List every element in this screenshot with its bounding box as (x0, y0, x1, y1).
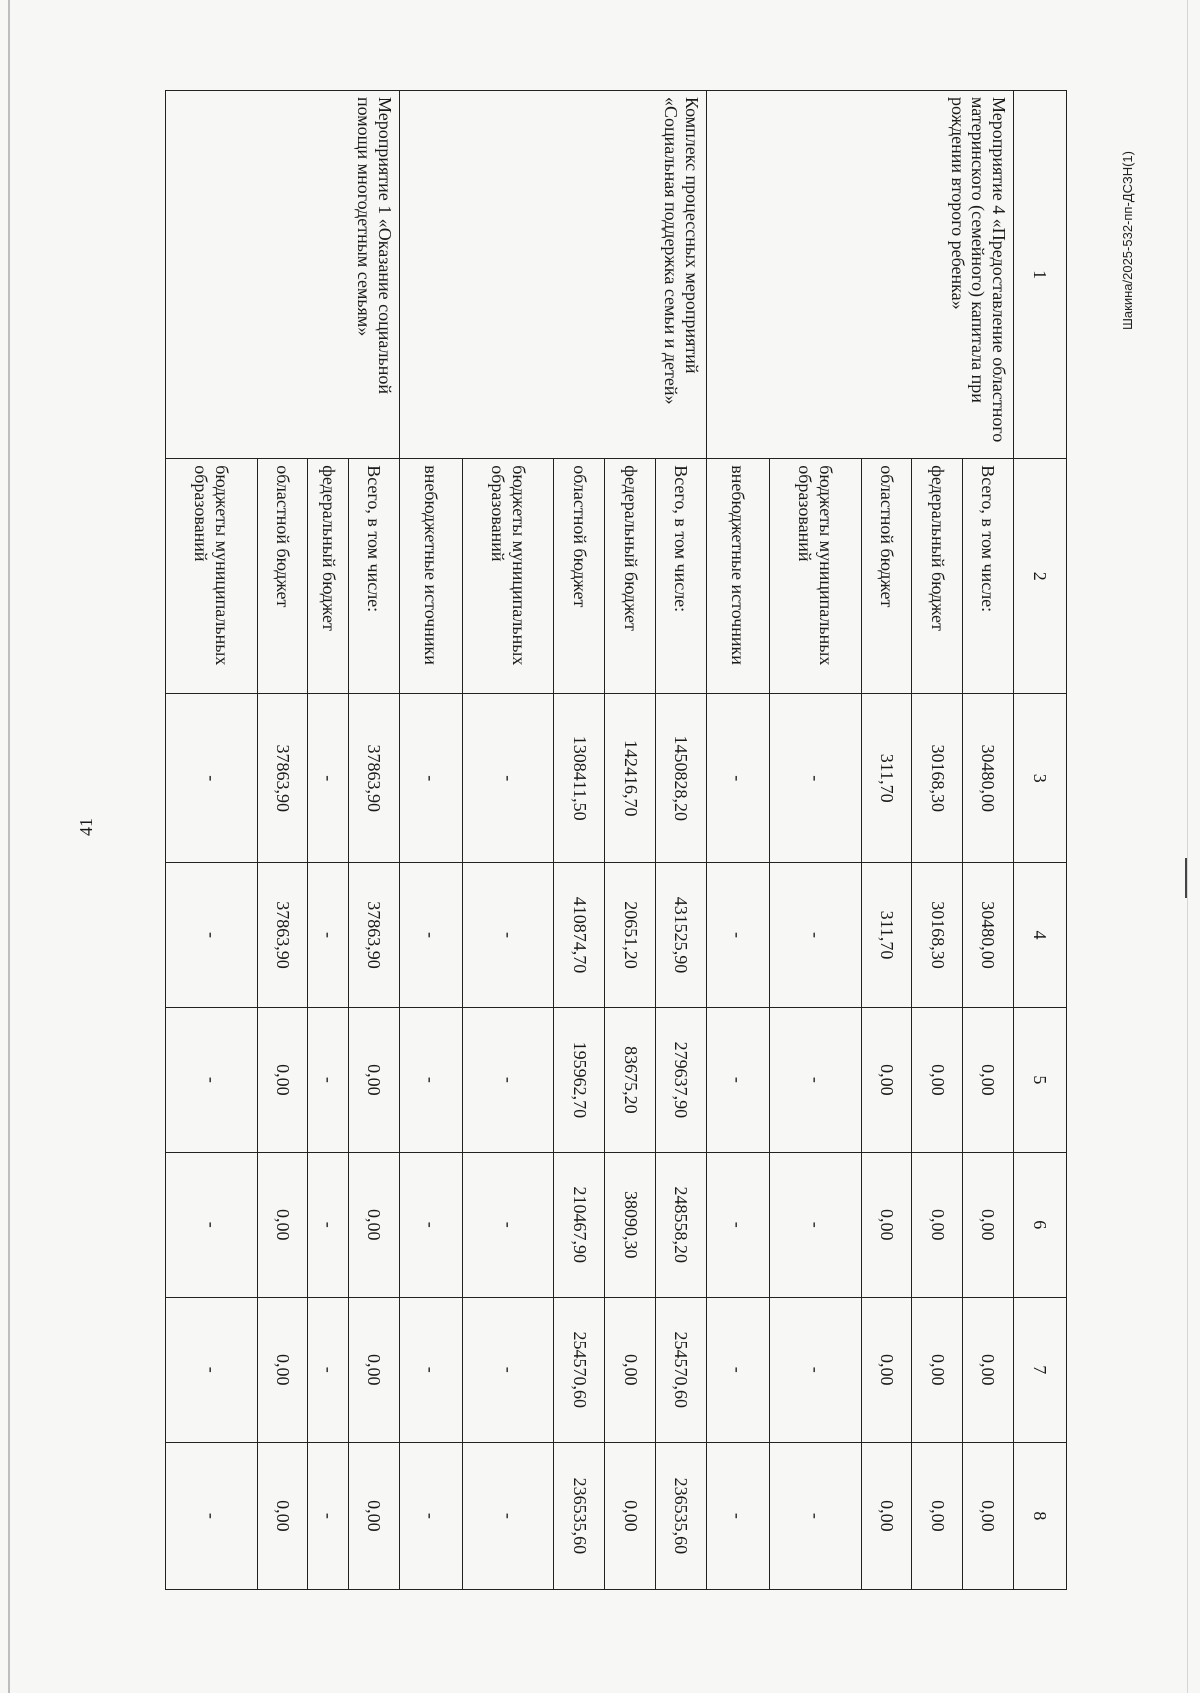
column-header-7: 7 (1014, 1297, 1067, 1442)
value-cell: 0,00 (349, 1007, 400, 1152)
scan-edge-left (8, 0, 10, 1693)
value-cell: - (706, 1297, 769, 1442)
value-cell: - (166, 1007, 258, 1152)
measure-title: Комплекс процессных мероприятий «Социальная поддержка семьи и детей» (399, 91, 706, 459)
column-header-4: 4 (1014, 863, 1067, 1008)
value-cell: - (308, 694, 349, 863)
value-cell: 431525,90 (656, 863, 707, 1008)
value-cell: - (399, 1007, 462, 1152)
column-header-6: 6 (1014, 1152, 1067, 1297)
funding-source-label: бюджеты муниципальных образований (463, 459, 555, 694)
value-cell: - (308, 1442, 349, 1589)
value-cell: 0,00 (349, 1442, 400, 1589)
value-cell: 0,00 (605, 1442, 656, 1589)
value-cell: 1308411,50 (554, 694, 605, 863)
value-cell: - (463, 694, 555, 863)
value-cell: - (463, 1297, 555, 1442)
value-cell: - (399, 1297, 462, 1442)
column-header-1: 1 (1014, 91, 1067, 459)
value-cell: 37863,90 (349, 863, 400, 1008)
column-header-3: 3 (1014, 694, 1067, 863)
measure-title: Мероприятие 1 «Оказание социальной помощи многодетным семьям» (166, 91, 400, 459)
value-cell: 279637,90 (656, 1007, 707, 1152)
scan-edge-right (1187, 0, 1188, 1693)
value-cell: 311,70 (861, 694, 912, 863)
funding-source-label: областной бюджет (554, 459, 605, 694)
value-cell: 0,00 (912, 1297, 963, 1442)
value-cell: 311,70 (861, 863, 912, 1008)
value-cell: 0,00 (912, 1007, 963, 1152)
value-cell: 0,00 (963, 1152, 1014, 1297)
funding-source-label: областной бюджет (861, 459, 912, 694)
value-cell: 30480,00 (963, 694, 1014, 863)
value-cell: 30168,30 (912, 694, 963, 863)
funding-source-label: бюджеты муниципальных образований (166, 459, 258, 694)
value-cell: 0,00 (257, 1152, 308, 1297)
funding-source-label: Всего, в том числе: (656, 459, 707, 694)
document-code: Шакина/2025-532-пп-ДСЗН(1) (1120, 151, 1135, 330)
value-cell: - (706, 1442, 769, 1589)
value-cell: - (399, 694, 462, 863)
funding-source-label: бюджеты муниципальных образований (770, 459, 862, 694)
value-cell: - (463, 1152, 555, 1297)
funding-source-label: Всего, в том числе: (963, 459, 1014, 694)
funding-source-label: федеральный бюджет (308, 459, 349, 694)
value-cell: 248558,20 (656, 1152, 707, 1297)
value-cell: 0,00 (963, 1297, 1014, 1442)
budget-table (165, 90, 1067, 1590)
value-cell: 0,00 (861, 1007, 912, 1152)
value-cell: 37863,90 (257, 694, 308, 863)
value-cell: - (166, 1442, 258, 1589)
value-cell: - (308, 863, 349, 1008)
value-cell: - (706, 694, 769, 863)
value-cell: - (463, 863, 555, 1008)
value-cell: - (308, 1007, 349, 1152)
value-cell: 236535,60 (656, 1442, 707, 1589)
value-cell: - (706, 1152, 769, 1297)
value-cell: 0,00 (257, 1442, 308, 1589)
column-header-2: 2 (1014, 459, 1067, 694)
value-cell: 0,00 (963, 1007, 1014, 1152)
value-cell: - (399, 1152, 462, 1297)
value-cell: - (706, 1007, 769, 1152)
funding-source-label: внебюджетные источники (706, 459, 769, 694)
funding-source-label: областной бюджет (257, 459, 308, 694)
value-cell: 0,00 (605, 1297, 656, 1442)
value-cell: - (770, 1152, 862, 1297)
value-cell: 210467,90 (554, 1152, 605, 1297)
page-number: 41 (76, 818, 96, 836)
value-cell: - (166, 1152, 258, 1297)
value-cell: 0,00 (912, 1442, 963, 1589)
value-cell: - (166, 1297, 258, 1442)
value-cell: 0,00 (349, 1297, 400, 1442)
value-cell: 37863,90 (349, 694, 400, 863)
value-cell: - (308, 1152, 349, 1297)
value-cell: - (463, 1442, 555, 1589)
value-cell: - (770, 694, 862, 863)
value-cell: 0,00 (257, 1007, 308, 1152)
funding-source-label: федеральный бюджет (605, 459, 656, 694)
value-cell: 0,00 (861, 1442, 912, 1589)
value-cell: 38090,30 (605, 1152, 656, 1297)
budget-table-container (165, 90, 1067, 1590)
value-cell: 0,00 (257, 1297, 308, 1442)
value-cell: 0,00 (349, 1152, 400, 1297)
value-cell: 0,00 (861, 1297, 912, 1442)
header-row (1014, 91, 1067, 1590)
value-cell: 142416,70 (605, 694, 656, 863)
value-cell: 254570,60 (554, 1297, 605, 1442)
value-cell: - (770, 1442, 862, 1589)
value-cell: 195962,70 (554, 1007, 605, 1152)
value-cell: - (166, 694, 258, 863)
table-row (963, 91, 1014, 1590)
value-cell: 0,00 (861, 1152, 912, 1297)
value-cell: 30168,30 (912, 863, 963, 1008)
value-cell: - (399, 1442, 462, 1589)
table-row (656, 91, 707, 1590)
scan-edge-mark (1185, 858, 1187, 898)
value-cell: - (770, 1297, 862, 1442)
value-cell: 236535,60 (554, 1442, 605, 1589)
value-cell: 1450828,20 (656, 694, 707, 863)
value-cell: - (770, 863, 862, 1008)
value-cell: 20651,20 (605, 863, 656, 1008)
value-cell: - (166, 863, 258, 1008)
column-header-8: 8 (1014, 1442, 1067, 1589)
value-cell: 254570,60 (656, 1297, 707, 1442)
value-cell: - (770, 1007, 862, 1152)
value-cell: - (399, 863, 462, 1008)
value-cell: - (308, 1297, 349, 1442)
value-cell: 410874,70 (554, 863, 605, 1008)
value-cell: 0,00 (912, 1152, 963, 1297)
column-header-5: 5 (1014, 1007, 1067, 1152)
value-cell: - (463, 1007, 555, 1152)
measure-title: Мероприятие 4 «Предоставление областного материнского (семейного) капитала при рождении второго ребенка» (706, 91, 1013, 459)
funding-source-label: федеральный бюджет (912, 459, 963, 694)
funding-source-label: Всего, в том числе: (349, 459, 400, 694)
value-cell: - (706, 863, 769, 1008)
value-cell: 83675,20 (605, 1007, 656, 1152)
value-cell: 37863,90 (257, 863, 308, 1008)
value-cell: 0,00 (963, 1442, 1014, 1589)
funding-source-label: внебюджетные источники (399, 459, 462, 694)
value-cell: 30480,00 (963, 863, 1014, 1008)
table-row (349, 91, 400, 1590)
